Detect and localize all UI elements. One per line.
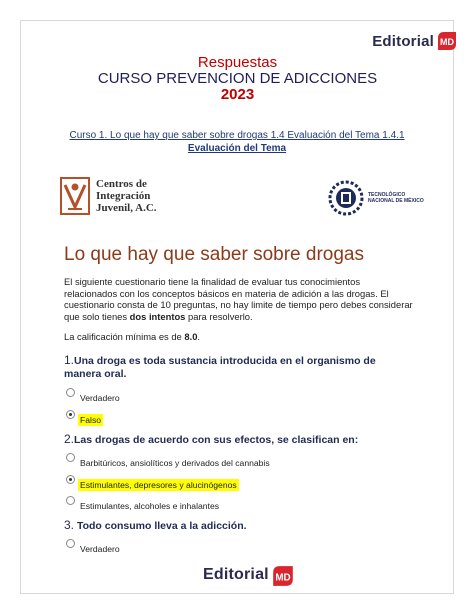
question-1-option-2[interactable] — [66, 414, 103, 426]
editorial-md-logo-bottom — [203, 564, 293, 586]
question-number: 3. — [64, 518, 75, 532]
brand-word: Editorial — [372, 32, 434, 50]
svg-text:MD: MD — [275, 572, 291, 584]
min-grade-prefix: La calificación mínima es de — [64, 331, 185, 342]
intro-text-a: El siguiente cuestionario tiene la finalidad de evaluar tus conocimientos relacionados con los conceptos básicos en materia de adición a las drogas. El cuestionario consta de 10 preguntas, no hay limite de tiempo pero debes considerar que solo tienes — [64, 276, 413, 322]
md-logo-icon — [271, 564, 293, 586]
intro-paragraph — [64, 276, 414, 322]
question-2-option-1[interactable] — [66, 457, 272, 469]
radio-button-selected[interactable] — [66, 475, 75, 484]
radio-button[interactable] — [66, 453, 75, 462]
tec-name-line2: NACIONAL DE MÉXICO — [368, 198, 424, 204]
radio-button[interactable] — [66, 388, 75, 397]
cij-logo — [60, 175, 172, 217]
radio-button[interactable] — [66, 539, 75, 548]
breadcrumb — [60, 129, 414, 155]
option-label: Verdadero — [80, 544, 120, 554]
question-2-option-2[interactable] — [66, 479, 239, 491]
question-2 — [64, 433, 404, 447]
option-label: Estimulantes, depresores y alucinógenos — [80, 480, 237, 490]
min-grade-suffix: . — [197, 331, 201, 342]
page-title: Lo que hay que saber sobre drogas — [64, 244, 364, 265]
question-number: 1. — [64, 353, 75, 367]
question-2-option-3[interactable] — [66, 500, 221, 512]
question-number: 2. — [64, 432, 75, 446]
radio-button[interactable] — [66, 496, 75, 505]
option-label: Falso — [80, 415, 102, 425]
tec-name-line1: TECNOLÓGICO — [368, 192, 406, 198]
question-text: Una droga es toda sustancia introducida en el organismo de manera oral. — [64, 355, 376, 380]
svg-text:MD: MD — [440, 37, 454, 47]
brand-word: Editorial — [203, 566, 269, 583]
cij-name-line2: Integración — [96, 190, 151, 202]
question-1-option-1[interactable] — [66, 392, 122, 404]
course-year: 2023 — [220, 86, 255, 103]
option-label: Estimulantes, alcoholes e inhalantes — [80, 501, 220, 511]
option-label: Barbitúricos, ansiolíticos y derivados del cannabis — [80, 458, 270, 468]
tecnm-emblem-icon — [328, 179, 364, 217]
question-3-option-1[interactable] — [66, 543, 122, 555]
md-logo-icon — [436, 30, 458, 52]
intro-text-b: para resolverlo. — [185, 310, 253, 322]
minimum-grade — [64, 331, 200, 342]
option-label: Verdadero — [80, 393, 120, 403]
answers-label: Respuestas — [197, 54, 278, 71]
radio-button-selected[interactable] — [66, 410, 75, 419]
editorial-md-logo-top — [372, 30, 458, 52]
cij-name-line1: Centros de — [96, 178, 147, 190]
course-title: CURSO PREVENCION DE ADICCIONES — [97, 70, 378, 87]
title-block — [65, 55, 410, 107]
question-1 — [64, 354, 404, 381]
cij-name-line3: Juvenil, A.C. — [96, 202, 157, 214]
tecnm-logo — [328, 178, 426, 218]
min-grade-value: 8.0 — [184, 331, 198, 342]
question-text: Las drogas de acuerdo con sus efectos, se clasifican en: — [74, 434, 359, 446]
intro-text-bold: dos intentos — [129, 310, 186, 322]
question-text: Todo consumo lleva a la adicción. — [76, 520, 247, 532]
cij-emblem-icon — [60, 177, 90, 215]
question-3 — [64, 519, 404, 533]
breadcrumb-current[interactable]: Evaluación del Tema — [187, 143, 287, 154]
breadcrumb-path[interactable]: Curso 1. Lo que hay que saber sobre drogas 1.4 Evaluación del Tema 1.4.1 — [69, 130, 405, 141]
